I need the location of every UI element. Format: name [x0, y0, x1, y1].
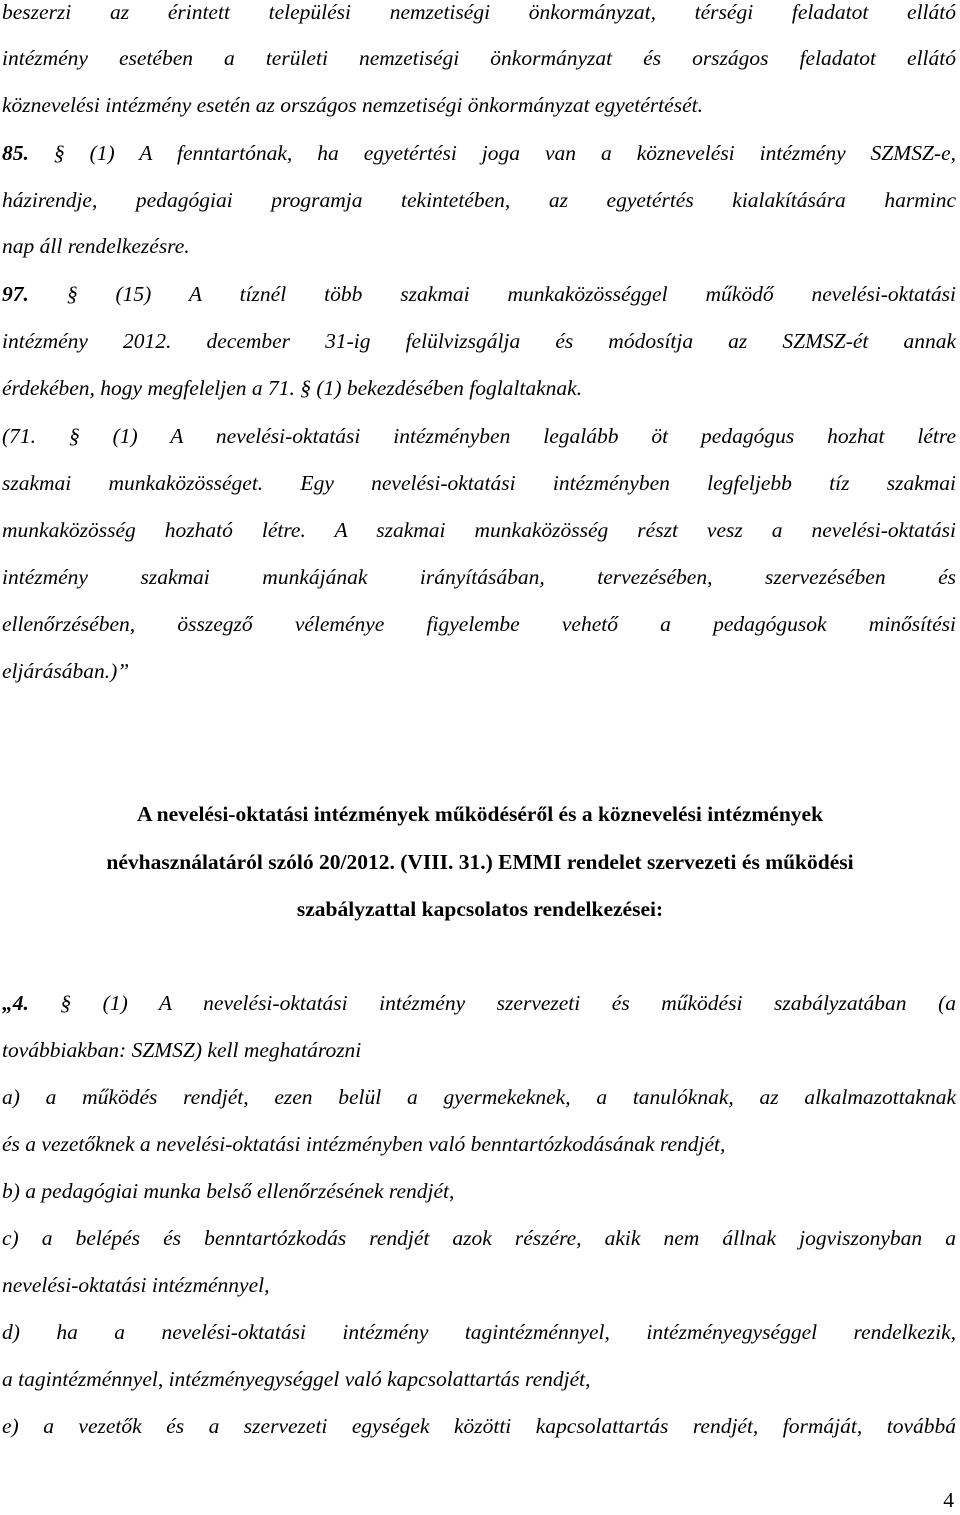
text-line: továbbiakban: SZMSZ) kell meghatározni [2, 1038, 362, 1062]
list-item: d) ha a nevelési-oktatási intézmény tagintézménnyel, intézményegységgel rendelkezik, [2, 1320, 956, 1344]
text-line: érdekében, hogy megfeleljen a 71. § (1) bekezdésében foglaltaknak. [2, 376, 583, 400]
text-line: intézmény szakmai munkájának irányításában, tervezésében, szervezésében és [2, 565, 956, 589]
list-item: b) a pedagógiai munka belső ellenőrzésének rendjét, [2, 1179, 455, 1203]
text-line: szakmai munkaközösséget. Egy nevelési-oktatási intézményben legfeljebb tíz szakmai [2, 471, 956, 495]
paragraph-97-line: 97. § (15) A tíznél több szakmai munkaközösséggel működő nevelési-oktatási [2, 282, 956, 306]
section-heading-line: A nevelési-oktatási intézmények működéséről és a köznevelési intézmények [136, 802, 824, 826]
paragraph-85-line: 85. § (1) A fenntartónak, ha egyetértési joga van a köznevelési intézmény SZMSZ-e, [2, 141, 956, 165]
list-item: nevelési-oktatási intézménnyel, [2, 1273, 270, 1297]
text-line: munkaközösség hozható létre. A szakmai munkaközösség részt vesz a nevelési-oktatási [2, 518, 956, 542]
section-number: 85. [2, 141, 29, 165]
list-item: c) a belépés és benntartózkodás rendjét azok részére, akik nem állnak jogviszonyban a [2, 1226, 956, 1250]
page-number: 4 [943, 1488, 954, 1512]
list-item: a) a működés rendjét, ezen belül a gyermekeknek, a tanulóknak, az alkalmazottaknak [2, 1085, 956, 1109]
text-line: köznevelési intézmény esetén az országos nemzetiségi önkormányzat egyetértését. [2, 93, 703, 117]
text-line: intézmény esetében a területi nemzetiségi önkormányzat és országos feladatot ellátó [2, 46, 956, 70]
section-heading-line: szabályzattal kapcsolatos rendelkezései: [296, 897, 664, 921]
section-number: „4. [2, 991, 29, 1015]
text-line: (71. § (1) A nevelési-oktatási intézményben legalább öt pedagógus hozhat létre [2, 424, 956, 448]
text-line: házirendje, pedagógiai programja tekintetében, az egyetértés kialakítására harminc [2, 188, 956, 212]
text-line: nap áll rendelkezésre. [2, 234, 190, 258]
list-item: e) a vezetők és a szervezeti egységek közötti kapcsolattartás rendjét, formáját, továbbá [2, 1414, 956, 1438]
text-line: ellenőrzésében, összegző véleménye figyelembe vehető a pedagógusok minősítési [2, 612, 956, 636]
text-line: intézmény 2012. december 31-ig felülvizsgálja és módosítja az SZMSZ-ét annak [2, 329, 956, 353]
list-item: a tagintézménnyel, intézményegységgel való kapcsolattartás rendjét, [2, 1367, 591, 1391]
section-number: 97. [2, 282, 29, 306]
text-line: eljárásában.)” [2, 659, 130, 683]
list-item: és a vezetőknek a nevelési-oktatási intézményben való benntartózkodásának rendjét, [2, 1132, 726, 1156]
text-line: beszerzi az érintett települési nemzetiségi önkormányzat, térségi feladatot ellátó [2, 0, 956, 24]
section-heading-line: névhasználatáról szóló 20/2012. (VIII. 31.) EMMI rendelet szervezeti és működési [106, 850, 854, 874]
paragraph-4-line: „4. § (1) A nevelési-oktatási intézmény szervezeti és működési szabályzatában (a [2, 991, 956, 1015]
